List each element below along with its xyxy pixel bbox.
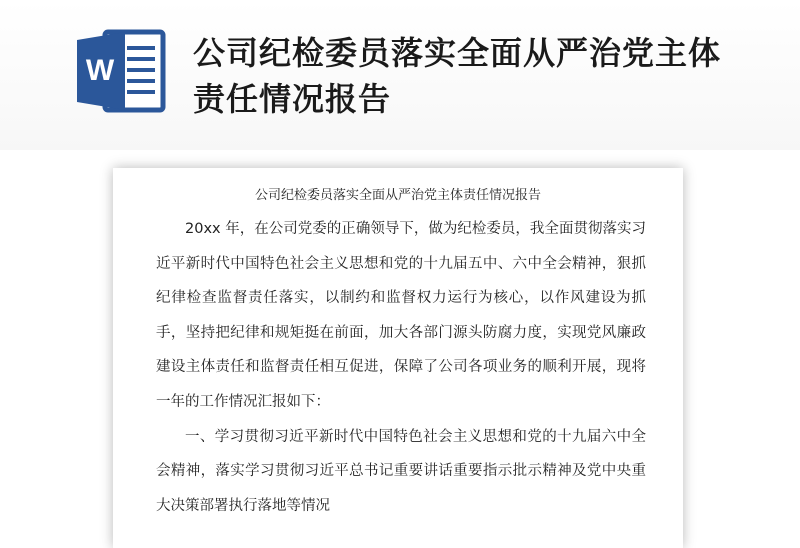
- document-title: 公司纪检委员落实全面从严治党主体责任情况报告: [254, 188, 541, 203]
- document-paragraph: 一、学习贯彻习近平新时代中国特色社会主义思想和党的十九届六中全会精神，落实学习贯彻习近平总书记重要讲话重要指示批示精神及党中央重大决策部署执行落地等情况: [156, 428, 646, 514]
- document-page: [113, 168, 683, 548]
- document-paragraph: 20xx 年，在公司党委的正确领导下，做为纪检委员，我全面贯彻落实习近平新时代中国特色社会主义思想和党的十九届五中、六中全会精神，狠抓纪律检查监督责任落实，以制约和监督权力运行为核心，以作风建设为抓手，坚持把纪律和规矩挺在前面，加大各部门源头防腐力度，实现党风廉政建设主体责任和监督责任相互促进，保障了公司各项业务的顺利开展，现将一年的工作情况汇报如下：: [156, 221, 646, 410]
- word-document-icon: [75, 28, 167, 114]
- header-banner: [0, 0, 800, 150]
- page-title: 公司纪检委员落实全面从严治党主体责任情况报告: [193, 34, 722, 118]
- word-icon-letter: W: [85, 54, 115, 87]
- document-body: [156, 212, 646, 523]
